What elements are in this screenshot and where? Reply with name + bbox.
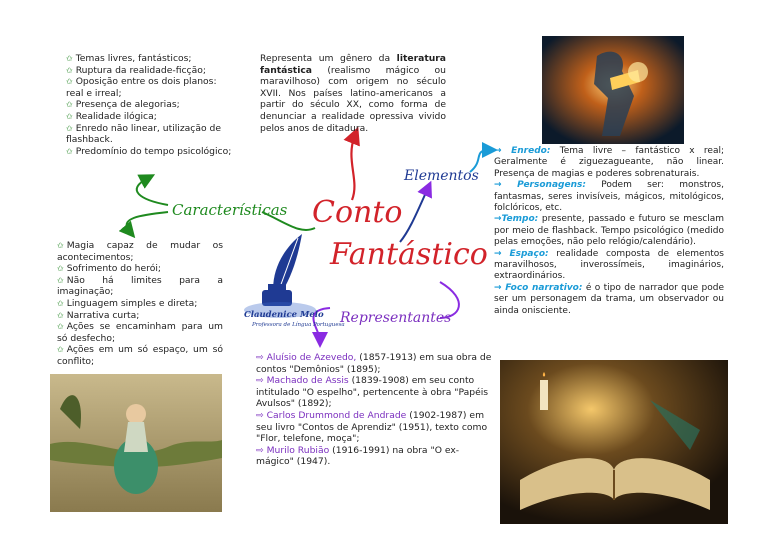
list-item: ✩ Oposição entre os dois planos: real e irreal; [66, 76, 217, 99]
elementos-list [494, 146, 724, 317]
caracteristicas-bottom-list [57, 240, 223, 368]
list-item: ✩ Ações em um só espaço, um só conflito; [57, 344, 223, 367]
list-item: → Enredo: Tema livre – fantástico x real; Geralmente é ziguezagueante, não linear. Presença de magias e poderes sobrenaturais. [494, 146, 724, 179]
list-item: ✩ Narrativa curta; [57, 309, 140, 321]
list-item: ✩ Enredo não linear, utilização de flashback. [66, 122, 221, 146]
wizard-illustration [542, 36, 684, 144]
arrow-to-elementos [400, 188, 428, 242]
list-item: ✩ Magia capaz de mudar os acontecimentos; [57, 240, 223, 263]
list-item: ✩ Temas livres, fantásticos; [66, 53, 192, 64]
list-item: ⇨ Carlos Drummond de Andrade (1902-1987) em seu livro "Contos de Aprendiz" (1951), texto como "Flor, telefone, moça"; [256, 409, 488, 445]
branch-representantes: Representantes [340, 310, 452, 326]
surreal-painting [50, 374, 222, 512]
list-item: → Personagens: Podem ser: monstros, fantasmas, seres invisíveis, mágicos, mitológicos, folclóricos, etc. [494, 180, 724, 214]
intro-paragraph: Representa um gênero da literatura fantástica (realismo mágico ou maravilhoso) com origem no século XVII. Nos países latino-americanos a partir do século XX, como forma de denunciar a realidade opressiva vivido pelos anos de ditadura. [260, 53, 446, 134]
branch-elementos: Elementos [404, 168, 479, 184]
list-item: ✩ Sofrimento do herói; [57, 263, 161, 275]
list-item: ✩ Ações se encaminham para um só desfecho; [57, 321, 223, 344]
arrow-to-intro [351, 135, 355, 200]
arrow-to-caracteristicas-top [137, 178, 168, 205]
author-role: Professora de Língua Portuguesa [252, 322, 345, 328]
list-item: ⇨ Aluísio de Azevedo, (1857-1913) em sua obra de contos "Demônios" (1895); [256, 352, 492, 375]
list-item: → Espaço: realidade composta de elementos maravilhosos, inverossímeis, imaginários, extraordinários. [494, 248, 724, 282]
list-item: ✩ Presença de alegorias; [66, 99, 180, 111]
magic-book-illustration [500, 360, 728, 524]
list-item: ⇨ Murilo Rubião (1916-1991) na obra "O ex-mágico" (1947). [256, 444, 460, 468]
list-item: → Foco narrativo: é o tipo de narrador que pode ser um personagem da trama, um observador ou ainda onisciente. [494, 282, 724, 316]
list-item: ✩ Ruptura da realidade-ficção; [66, 64, 206, 76]
title-line-1: Conto [312, 195, 403, 230]
list-item: →Tempo: presente, passado e futuro se mesclam por meio de flashback. Tempo psicológico (medido pelas emoções, não pelo relógio/calendário). [494, 214, 724, 248]
arrow-to-caracteristicas-bottom [127, 212, 168, 232]
representantes-list [256, 352, 492, 468]
list-item: ✩ Predomínio do tempo psicológico; [66, 145, 232, 157]
caracteristicas-top-list [66, 53, 232, 157]
title-line-2: Fantástico [330, 237, 488, 272]
list-item: ✩ Não há limites para a imaginação; [57, 274, 223, 298]
branch-caracteristicas: Características [172, 201, 288, 219]
list-item: ✩ Linguagem simples e direta; [57, 297, 198, 309]
list-item: ⇨ Machado de Assis (1839-1908) em seu conto intitulado "O espelho", pertencente à obra "Papéis Avulsos" (1892); [256, 375, 489, 410]
author-name: Claudenice Melo [244, 310, 324, 320]
list-item: ✩ Realidade ilógica; [66, 110, 157, 122]
